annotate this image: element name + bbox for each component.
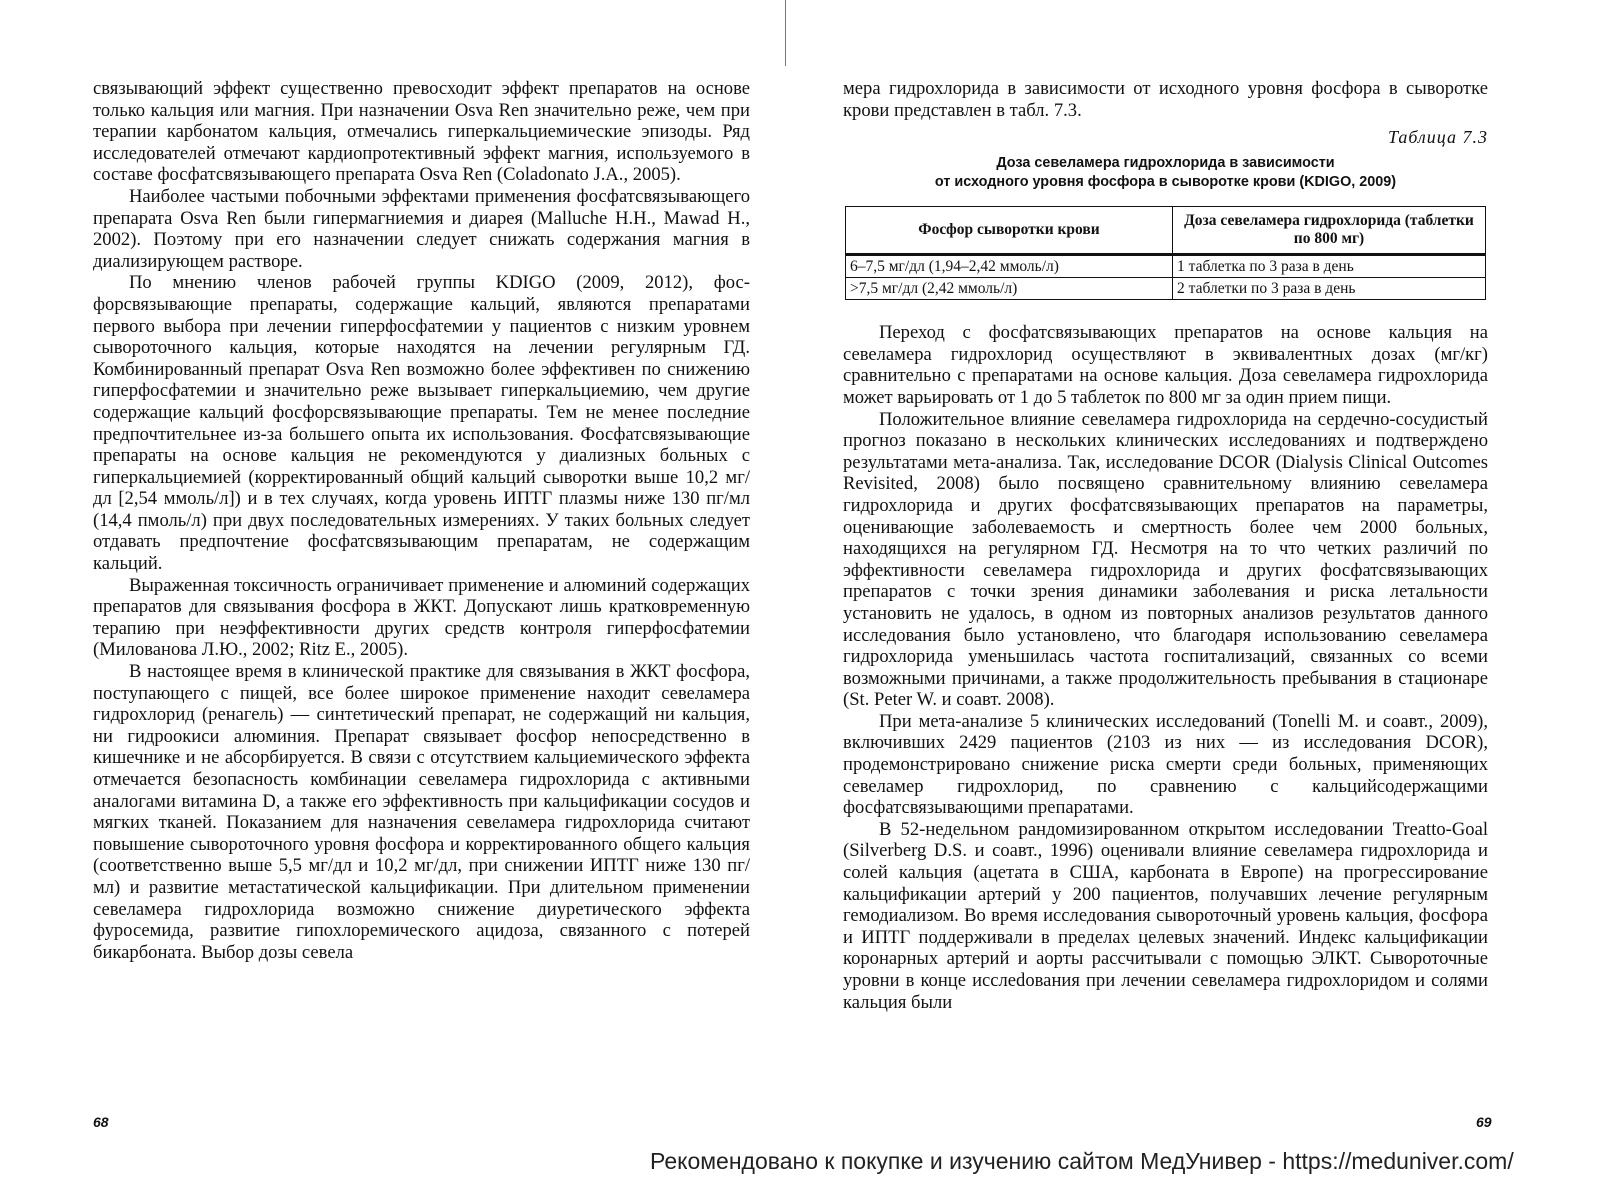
left-paragraph-1: связывающий эффект существенно превосходит эффект препаратов на основе только кальция или магния. При назначении Osva Ren значительно реже, чем при терапии карбонатом кальция, отмечались гиперкальциемические эпизоды. Ряд исследователей отмечают кардиопротективный эффект магния, используемого в составе фосфатсвязывающего препарата Osva Ren (Coladonato J.A., 2005). xyxy=(93,78,750,186)
book-spine-line xyxy=(785,0,786,66)
left-paragraph-5: В настоящее время в клинической практике для связывания в ЖКТ фосфора, поступающего с пищей, все более широкое применение находит севеламера гидрохлорид (ренагель) — синтетический препарат, не содержащий ни кальция, ни гидроокиси алюминия. Препарат связывает фосфор непосредственно в кишечнике и не абсорбируется. В связи с отсутствием кальциемического эффекта отмечается безопасность комбинации севеламера гидрохлорида с активными аналогами витамина D, а также его эффективность при кальцификации сосудов и мягких тканей. Показанием для назначения севеламера гидрохлорида считают повышение сывороточного уровня фосфора и корректированного общего кальция (соответственно выше 5,5 мг/дл и 10,2 мг/дл, при снижении ИПТГ ниже 130 пг/мл) и развитие метастатической кальцификации. При длительном применении севеламера гидрохлорида возможно снижение диуретического эффекта фуросемида, развитие гипохлоремического ацидоза, связанного с потерей бикарбоната. Выбор дозы севела xyxy=(93,661,750,963)
right-intro-paragraph: мера гидрохлорида в зависимости от исходного уровня фосфора в сыворотке крови представлен в табл. 7.3. xyxy=(843,78,1488,121)
right-paragraph-1: Переход с фосфатсвязывающих препаратов на основе кальция на севеламера гидрохлорид осуществляют в эквивалентных дозах (мг/кг) сравнительно с препаратами на основе кальция. Доза севеламера гидрохлорида может варьировать от 1 до 5 таблеток по 800 мг за один прием пищи. xyxy=(843,322,1488,408)
table-caption xyxy=(843,154,1488,192)
table-header-phosphorus: Фосфор сыворотки крови xyxy=(846,207,1173,255)
right-page xyxy=(843,78,1488,1013)
footer-watermark: Рекомендовано к покупке и изучению сайтом МедУнивер - https://meduniver.com/ xyxy=(650,1148,1514,1174)
table-caption-line-1: Доза севеламера гидрохлорида в зависимости xyxy=(996,155,1335,172)
table-cell: 2 таблетки по 3 раза в день xyxy=(1173,278,1486,300)
table-cell: 6–7,5 мг/дл (1,94–2,42 ммоль/л) xyxy=(846,255,1173,278)
left-paragraph-3: По мнению членов рабочей группы KDIGO (2009, 2012), фосфорсвязывающие препараты, содержащие кальций, являются препаратами первого выбора при лечении гиперфосфатемии у пациентов с низким уровнем сывороточного кальция, которые находятся на лечении регулярным ГД. Комбинированный препарат Osva Ren возможно более эффективен по снижению гиперфосфатемии и значительно реже вызывает гиперкальциемию, чем другие содержащие кальций фосфорсвязывающие препараты. Тем не менее последние предпочтительнее из-за большего опыта их использования. Фосфатсвязывающие препараты на основе кальция не рекомендуются у диализных больных с гиперкальциемией (корректированный общий кальций сыворотки выше 10,2 мг/дл [2,54 ммоль/л]) и в тех случаях, когда уровень ИПТГ плазмы ниже 130 пг/мл (14,4 пмоль/л) при двух последовательных измерениях. У таких больных следует отдавать предпочтение фосфатсвязывающим препаратам, не содержащим кальций. xyxy=(93,272,750,575)
right-paragraph-3: При мета-анализе 5 клинических исследований (Tonelli M. и соавт., 2009), включивших 2429 пациентов (2103 из них — из исследования DCOR), продемонстрировано снижение риска смерти среди больных, применяющих севеламер гидрохлорид, по сравнению с кальцийсодержащими фосфатсвязывающими препаратами. xyxy=(843,710,1488,819)
dose-table xyxy=(845,206,1486,300)
table-row xyxy=(846,278,1486,300)
page-number-left: 68 xyxy=(93,1114,109,1130)
left-paragraph-2: Наиболее частыми побочными эффектами применения фосфатсвязывающего препарата Osva Ren были гипермагниемия и диарея (Malluche H.H., Mawad H., 2002). Поэтому при его назначении следует снижать содержания магния в диализирующем растворе. xyxy=(93,185,750,272)
table-row xyxy=(846,255,1486,278)
left-page xyxy=(93,78,750,963)
table-header-row xyxy=(846,207,1486,255)
left-paragraph-4: Выраженная токсичность ограничивает применение и алюминий содержащих препаратов для связывания фосфора в ЖКТ. Допускают лишь кратковременную терапию при неэффективности других средств контроля гиперфосфатемии (Милованова Л.Ю., 2002; Ritz E., 2005). xyxy=(93,574,750,661)
right-paragraph-2: Положительное влияние севеламера гидрохлорида на сердечно-сосудистый прогноз показано в нескольких клинических исследованиях и подтверждено результатами мета-анализа. Так, исследование DCOR (Dialysis Clinical Outcomes Revisited, 2008) было посвящено сравнительному влиянию севеламера гидрохлорида и других фосфатсвязывающих препаратов на параметры, оценивающие заболеваемость и смертность более чем 2000 больных, находящихся на регулярном ГД. Несмотря на то что четких различий по эффективности севеламера гидрохлорида и других фосфатсвязывающих препаратов с точки зрения динамики заболевания и риска летальности установить не удалось, в одном из повторных анализов результатов данного исследования было установлено, что благодаря использованию севеламера гидрохлорида уменьшилась частота госпитализаций, связанных со всеми возможными причинами, а также продолжительность пребывания в стационаре (St. Peter W. и соавт. 2008). xyxy=(843,408,1488,711)
table-label: Таблица 7.3 xyxy=(1387,127,1488,148)
table-caption-line-2: от исходного уровня фосфора в сыворотке крови (KDIGO, 2009) xyxy=(934,174,1397,191)
right-paragraph-4: В 52-недельном рандомизированном открытом исследовании Treatto-Goal (Silverberg D.S. и соавт., 1996) оценивали влияние севеламера гидрохлорида и солей кальция (ацетата в США, карбоната в Европе) на прогрессирование кальцификации артерий у 200 пациентов, получавших лечение регулярным гемодиализом. Во время исследования сывороточный уровень кальция, фосфора и ИПТГ поддерживали в пределах целевых значений. Индекс кальцификации коронарных артерий и аорты рассчитывали с помощью ЭЛКТ. Сывороточные уровни в конце исслеdования при лечении севеламера гидрохлоридом и солями кальция были xyxy=(843,818,1488,1013)
table-header-dose: Доза севеламера гидрохлорида (таблетки по 800 мг) xyxy=(1173,207,1486,255)
table-cell: >7,5 мг/дл (2,42 ммоль/л) xyxy=(846,278,1173,300)
page-number-right: 69 xyxy=(1476,1114,1492,1130)
table-cell: 1 таблетка по 3 раза в день xyxy=(1173,255,1486,278)
